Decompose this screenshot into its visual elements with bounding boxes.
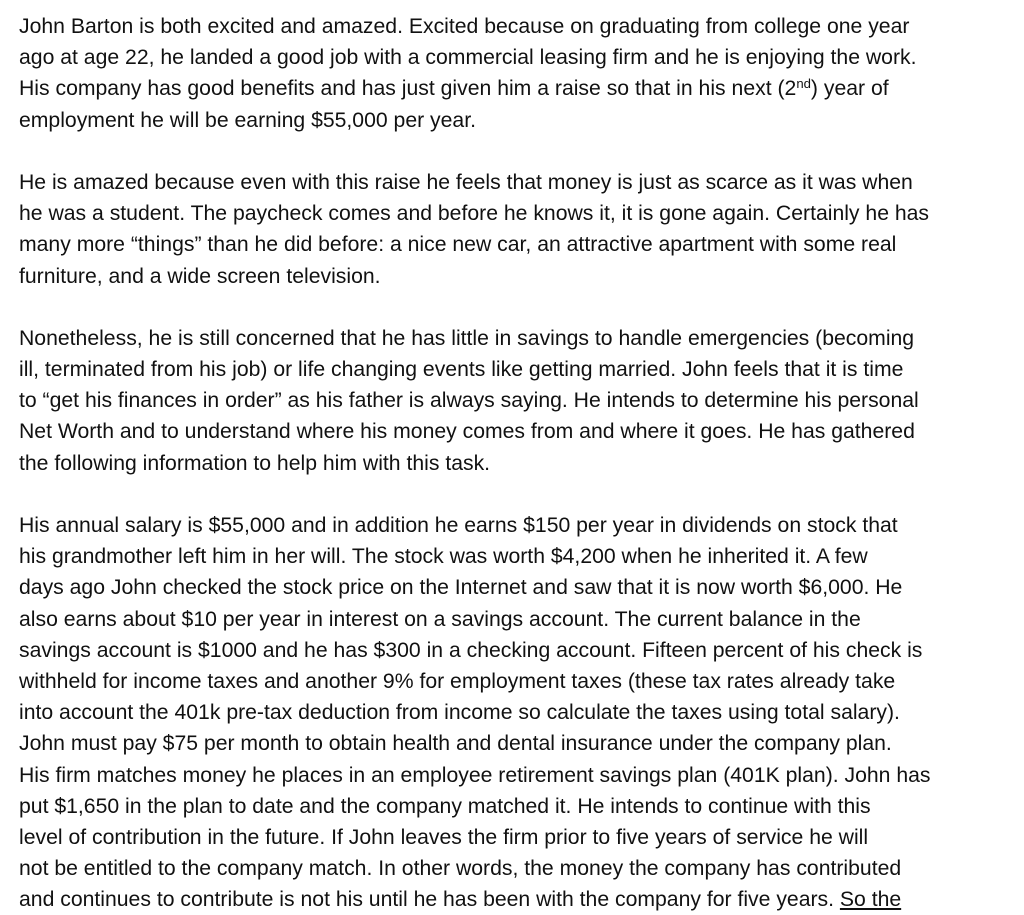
text-line: John Barton is both excited and amazed. Excited because on graduating from college one year [19,15,910,38]
text-line [19,73,1015,104]
text-line: not be entitled to the company match. In other words, the money the company has contributed [19,857,902,881]
underlined-text: So the [839,888,902,912]
text-line: also earns about $10 per year in interest on a savings account. The current balance in the [19,607,861,631]
paragraph-1 [19,11,1015,136]
text-line: Net Worth and to understand where his money comes from and where it goes. He has gathered [19,420,915,444]
paragraph-4 [19,510,1015,915]
paragraph-2 [19,167,1015,292]
text-line: His firm matches money he places in an employee retirement savings plan (401K plan). John has [19,763,931,787]
paragraph-spacer [19,292,1015,323]
text-line: He is amazed because even with this raise he feels that money is just as scarce as it was when [19,170,913,194]
paragraph-spacer [19,136,1015,167]
text-line: Nonetheless, he is still concerned that he has little in savings to handle emergencies (becoming [19,326,915,350]
text-line: to “get his finances in order” as his father is always saying. He intends to determine his personal [19,389,919,413]
ordinal-suffix: nd [796,76,811,92]
text-segment: His company has good benefits and has just given him a raise so that in his next (2 [19,77,797,101]
text-line: he was a student. The paycheck comes and before he knows it, it is gone again. Certainly he has [19,202,930,226]
text-line: ill, terminated from his job) or life changing events like getting married. John feels that it is time [19,358,904,382]
text-segment: and continues to contribute is not his until he has been with the company for five years. [19,888,840,912]
text-line: His annual salary is $55,000 and in addition he earns $150 per year in dividends on stock that [19,514,898,537]
text-line: many more “things” than he did before: a nice new car, an attractive apartment with some real [19,233,897,257]
text-line: level of contribution in the future. If John leaves the firm prior to five years of service he will [19,825,869,849]
text-line: days ago John checked the stock price on the Internet and saw that it is now worth $6,000. He [19,576,903,600]
text-line: withheld for income taxes and another 9% for employment taxes (these tax rates already take [19,669,896,693]
text-line: put $1,650 in the plan to date and the company matched it. He intends to continue with this [19,794,871,818]
text-line: John must pay $75 per month to obtain health and dental insurance under the company plan. [19,732,892,756]
text-line: the following information to help him with this task. [19,451,491,475]
text-line: furniture, and a wide screen television. [19,264,381,288]
document-body [19,0,1015,915]
text-line: ago at age 22, he landed a good job with a commercial leasing firm and he is enjoying the work. [19,46,917,70]
text-line: employment he will be earning $55,000 per year. [19,108,476,132]
text-line: into account the 401k pre-tax deduction from income so calculate the taxes using total salary). [19,701,900,725]
text-segment: ) year of [810,77,889,101]
text-line: his grandmother left him in her will. The stock was worth $4,200 when he inherited it. A few [19,545,868,569]
text-line: savings account is $1000 and he has $300 in a checking account. Fifteen percent of his check is [19,638,923,662]
paragraph-3 [19,323,1015,479]
paragraph-spacer [19,479,1015,510]
text-line [19,884,1015,915]
